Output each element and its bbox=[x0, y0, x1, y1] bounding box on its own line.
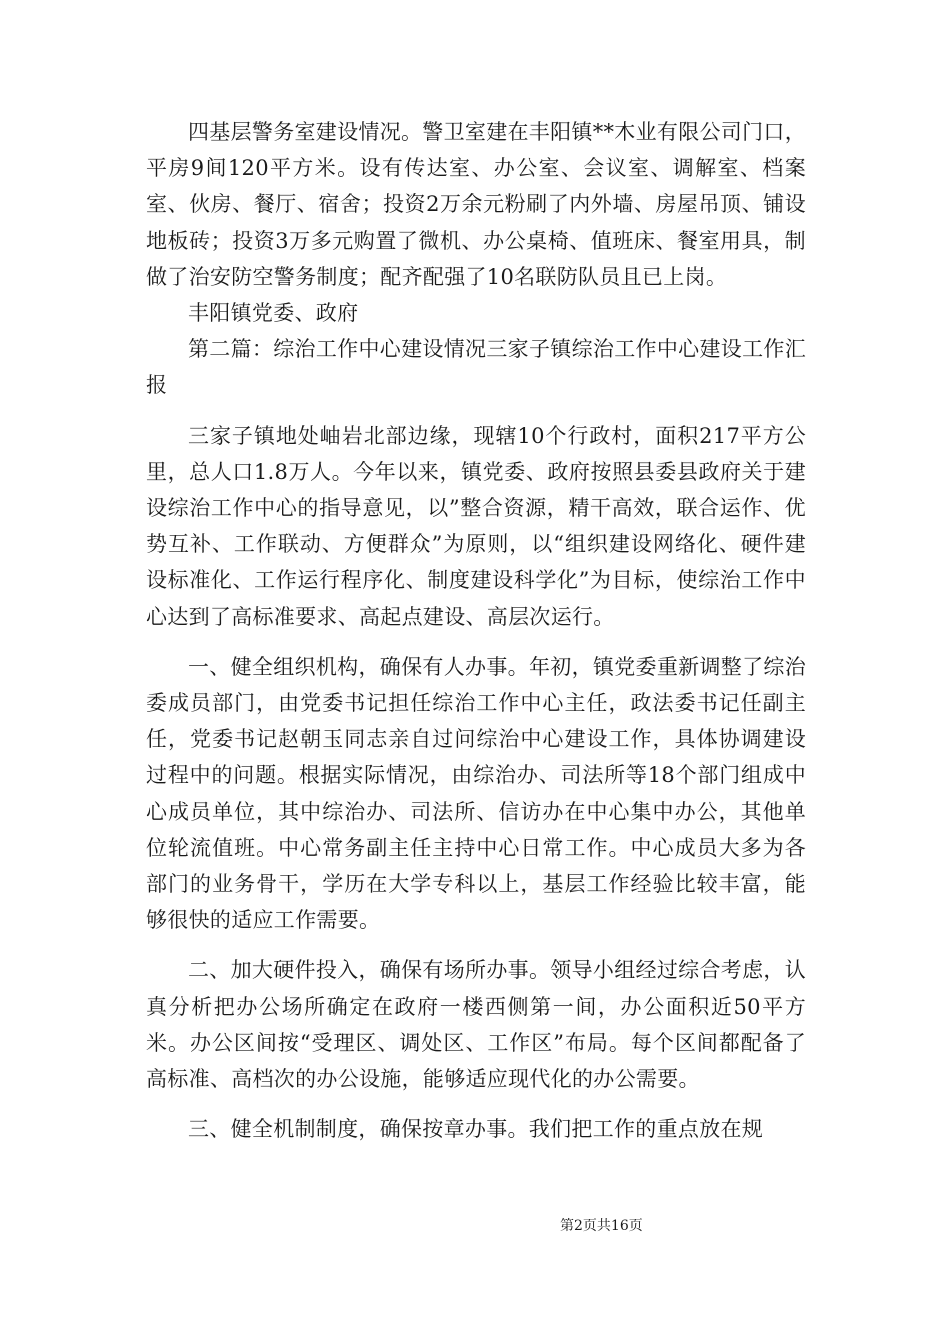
paragraph-police-office: 四基层警务室建设情况。警卫室建在丰阳镇**木业有限公司门口，平房9间120平方米。设有传达室、办公室、会议室、调解室、档案室、伙房、餐厅、宿舍；投资2万余元粉刷了内外墙、房屋吊顶、铺设地板砖；投资3万多元购置了微机、办公桌椅、值班床、餐室用具，制做了治安防空警务制度；配齐配强了10名联防队员且已上岗。 bbox=[146, 120, 806, 289]
paragraph-intro: 三家子镇地处岫岩北部边缘，现辖10个行政村，面积217平方公里，总人口1.8万人。今年以来，镇党委、政府按照县委县政府关于建设综治工作中心的指导意见，以”整合资源，精干高效，联合运作、优势互补、工作联动、方便群众”为原则，以“组织建设网络化、硬件建设标准化、工作运行程序化、制度建设科学化”为目标，使综治工作中心达到了高标准要求、高起点建设、高层次运行。 bbox=[146, 423, 806, 629]
page-number-footer: 第2页共16页 bbox=[560, 1218, 643, 1234]
paragraph-signature: 丰阳镇党委、政府 bbox=[188, 301, 359, 326]
document-body bbox=[146, 114, 806, 1147]
paragraph-section-two: 二、加大硬件投入，确保有场所办事。领导小组经过综合考虑，认真分析把办公场所确定在政府一楼西侧第一间，办公面积近50平方米。办公区间按“受理区、调处区、工作区”布局。每个区间都配备了高标准、高档次的办公设施，能够适应现代化的办公需要。 bbox=[146, 958, 806, 1092]
paragraph-section-three: 三、健全机制制度，确保按章办事。我们把工作的重点放在规 bbox=[188, 1117, 764, 1142]
paragraph-second-title: 第二篇：综治工作中心建设情况三家子镇综治工作中心建设工作汇报 bbox=[146, 337, 806, 398]
paragraph-section-one: 一、健全组织机构，确保有人办事。年初，镇党委重新调整了综治委成员部门，由党委书记担任综治工作中心主任，政法委书记任副主任，党委书记赵朝玉同志亲自过问综治中心建设工作，具体协调建设过程中的问题。根据实际情况，由综治办、司法所等18个部门组成中心成员单位，其中综治办、司法所、信访办在中心集中办公，其他单位轮流值班。中心常务副主任主持中心日常工作。中心成员大多为各部门的业务骨干，学历在大学专科以上，基层工作经验比较丰富，能够很快的适应工作需要。 bbox=[146, 654, 806, 933]
